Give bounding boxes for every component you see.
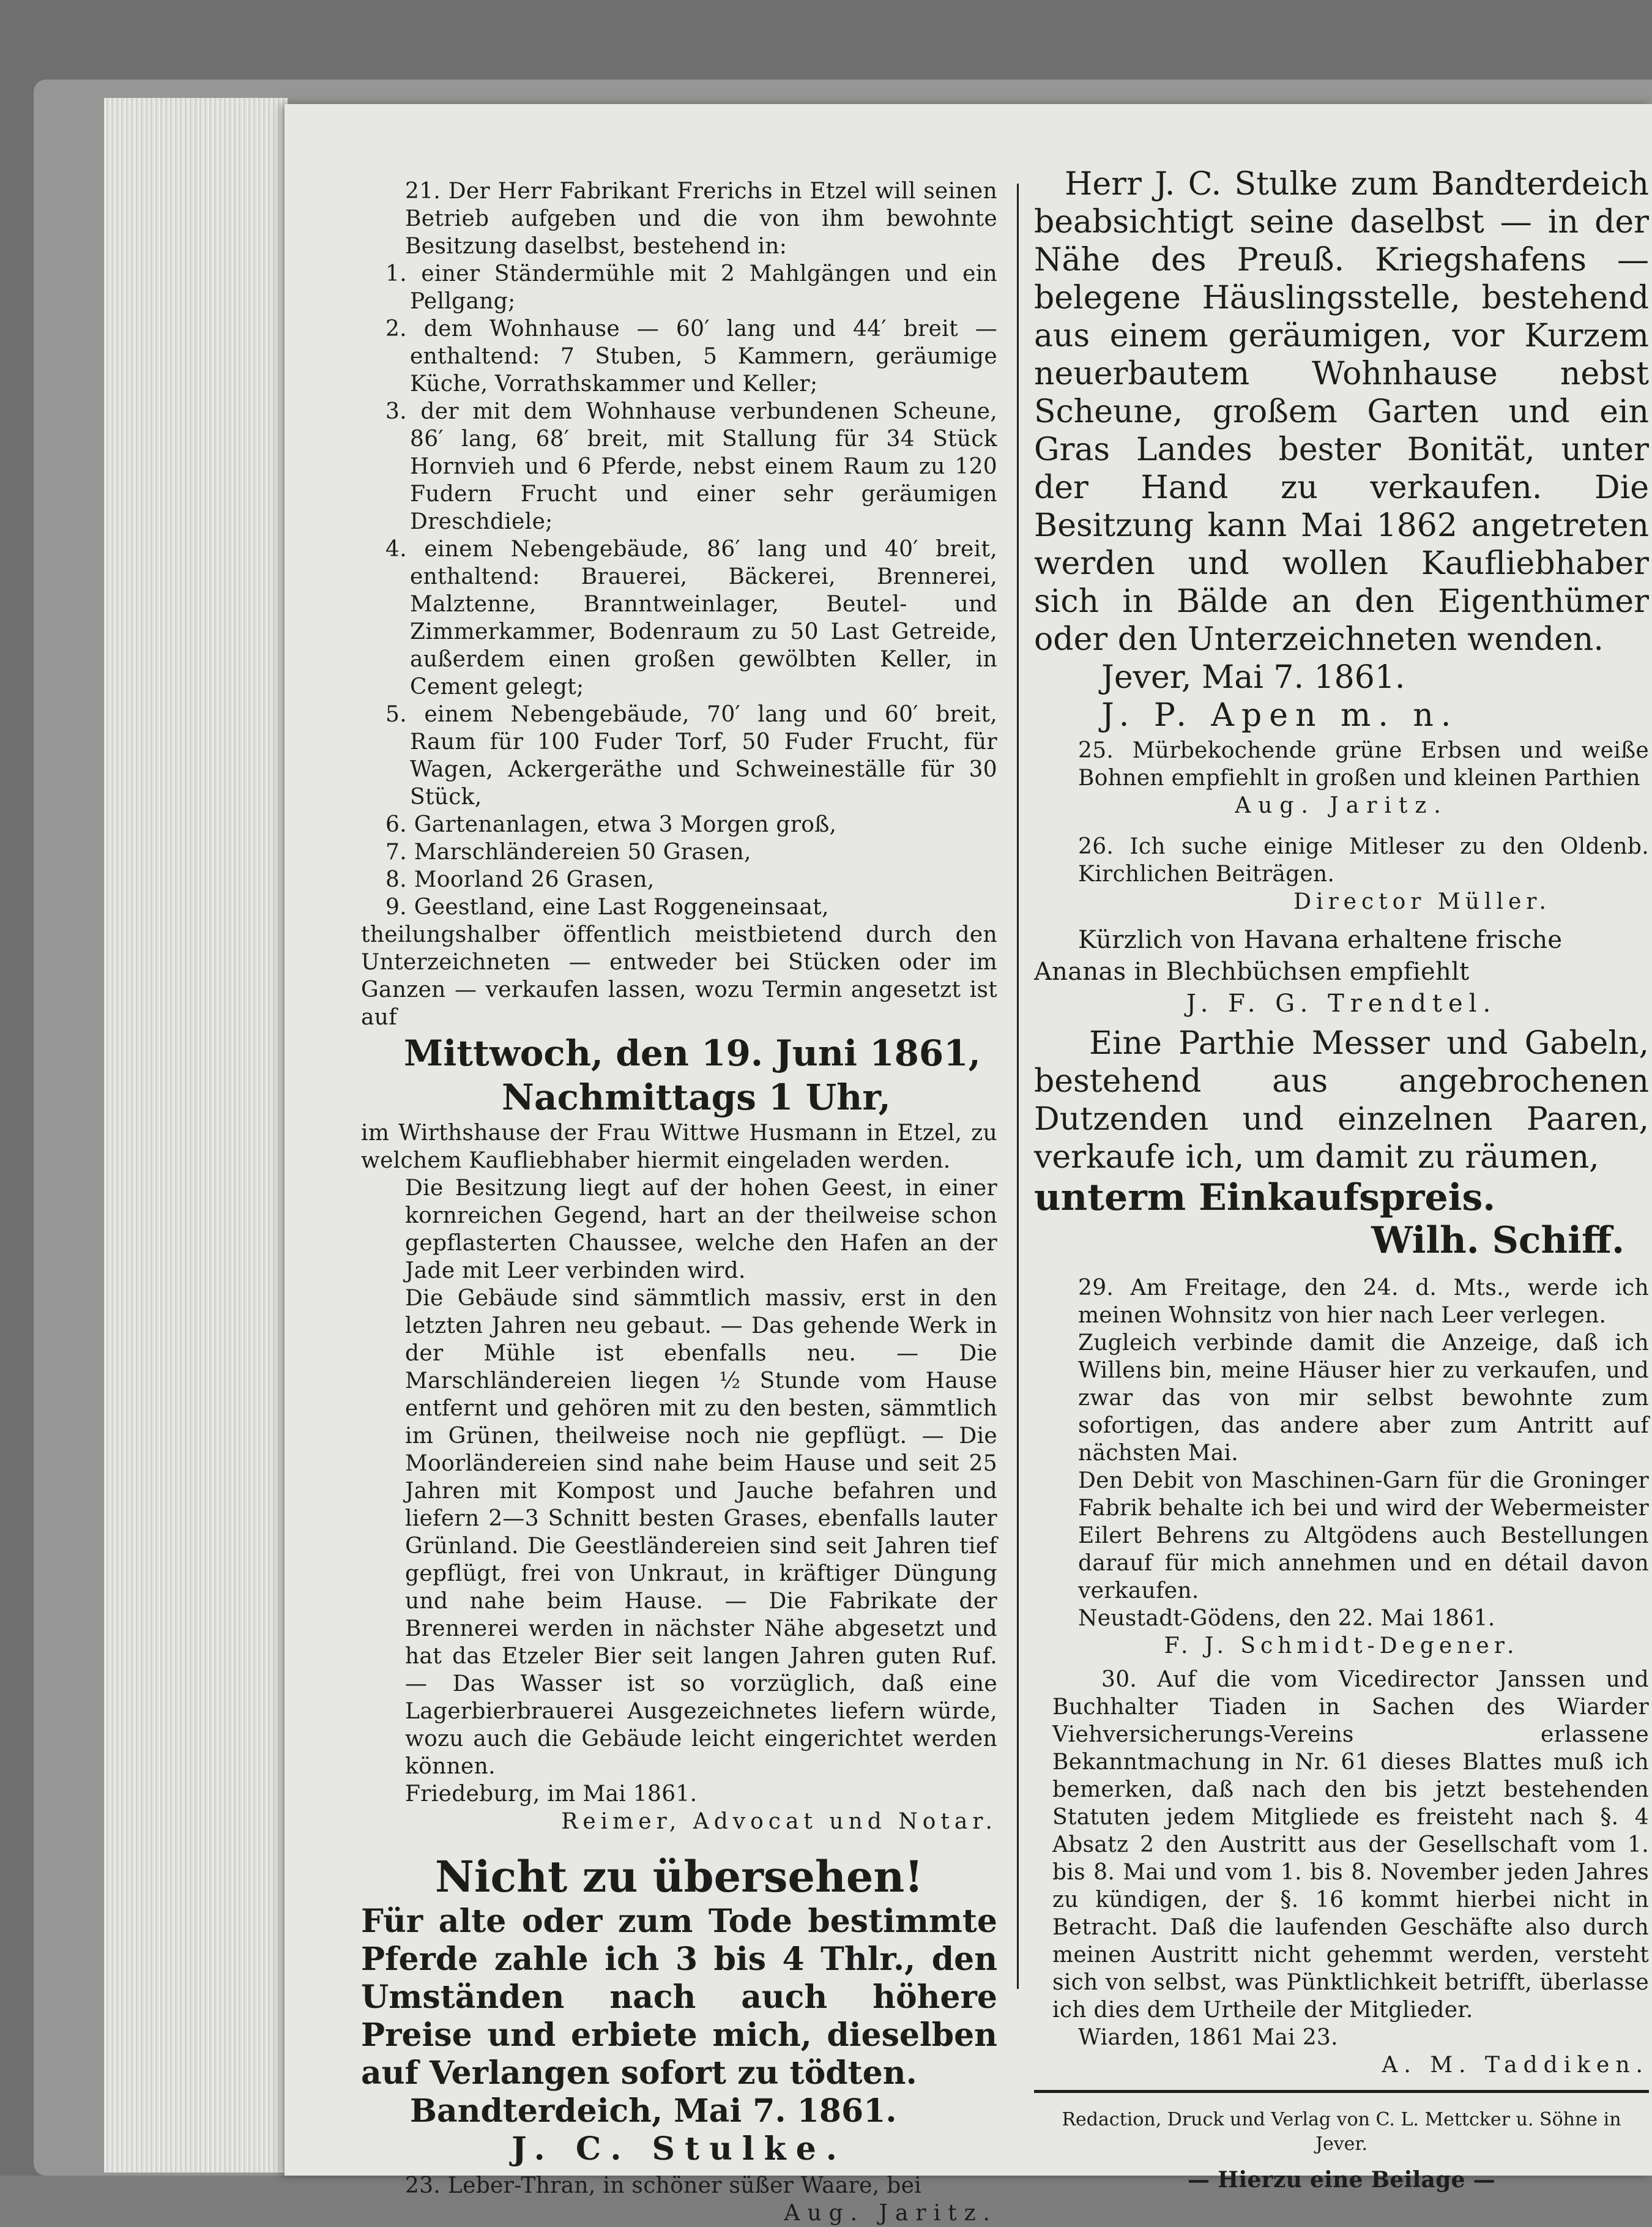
page-edges — [104, 98, 288, 2173]
ad-29-signature: F. J. Schmidt-Degener. — [1164, 1633, 1519, 1658]
ad-29-place: Neustadt-Gödens, den 22. Mai 1861. — [1078, 1606, 1495, 1631]
ad-21-place: Friedeburg, im Mai 1861. — [405, 1781, 698, 1807]
ad-21-location: Die Besitzung liegt auf der hohen Geest, in einer kornreichen Gegend, hart an der theilweise schon gepflasterten Chaussee, welche den Hafen an der Jade mit Leer verbinden wird. — [405, 1176, 997, 1283]
ad-24-signature: J. P. Apen m. n. — [1101, 697, 1459, 734]
auction-time: Nachmittags 1 Uhr, — [502, 1076, 891, 1118]
ad-28-price: unterm Einkaufspreis. — [1034, 1176, 1496, 1219]
ad-24-place: Jever, Mai 7. 1861. — [1101, 659, 1405, 696]
ad-27-signature: J. F. G. Trendtel. — [1186, 990, 1497, 1018]
ad-26-body: 26. Ich suche einige Mitleser zu den Oldenb. Kirchlichen Beiträgen. — [1078, 834, 1649, 887]
right-column — [1034, 165, 1649, 2194]
ad-25-signature: Aug. Jaritz. — [1235, 793, 1448, 818]
list-item: 2. dem Wohnhause — 60′ lang und 44′ breit — enthaltend: 7 Stuben, 5 Kammern, geräumige Küche, Vorrathskammer und Keller; — [385, 316, 997, 397]
ad-23-signature: Aug. Jaritz. — [784, 2201, 997, 2226]
list-item: 4. einem Nebengebäude, 86′ lang und 40′ breit, enthaltend: Brauerei, Bäckerei, Brennerei, Malztenne, Branntweinlager, Beutel- und Zimmerkammer, Bodenraum zu 50 Last Getreide, außerdem einen großen gewölbten Keller, in Cement gelegt; — [385, 537, 997, 699]
supplement-note: — Hierzu eine Beilage — — [1188, 2167, 1495, 2193]
ad-23-body: 23. Leber-Thran, in schöner süßer Waare, bei — [405, 2173, 921, 2198]
ad-28-signature: Wilh. Schiff. — [1371, 1219, 1624, 1262]
left-column — [361, 177, 997, 2227]
ad-25-body: 25. Mürbekochende grüne Erbsen und weiße Bohnen empfiehlt in großen und kleinen Parthien — [1078, 738, 1649, 791]
ad-28-body: Eine Parthie Messer und Gabeln, bestehend aus angebrochenen Dutzenden und einzelnen Paaren, verkaufe ich, um damit zu räumen, — [1034, 1025, 1649, 1176]
ad-22-headline: Nicht zu übersehen! — [434, 1851, 924, 1902]
ad-22-place: Bandterdeich, Mai 7. 1861. — [410, 2092, 897, 2130]
ad-26-signature: Director Müller. — [1293, 889, 1551, 914]
ad-30-body: 30. Auf die vom Vicedirector Janssen und Buchhalter Tiaden in Sachen des Wiarder Viehversicherungs-Vereins erlassene Bekanntmachung in Nr. 61 dieses Blattes muß ich bemerken, daß nach den bis jetzt bestehenden Statuten jedem Mitgliede es freisteht nach §. 4 Absatz 2 den Austritt aus der Gesellschaft vom 1. bis 8. Mai und vom 1. bis 8. November jeden Jahres zu kündigen, der §. 16 kommt hierbei nicht in Betracht. Daß die laufenden Geschäfte also durch meinen Austritt nicht gehemmt werden, versteht sich von selbst, was Pünktlichkeit betrifft, überlasse ich dies dem Urtheile der Mitglieder. — [1052, 1667, 1649, 2023]
ad-27-line2: Ananas in Blechbüchsen empfiehlt — [1034, 958, 1470, 986]
ad-21-body: theilungshalber öffentlich meistbietend durch den Unterzeichneten — entweder bei Stücken oder im Ganzen — verkaufen lassen, wozu Termin angesetzt ist auf — [361, 922, 997, 1030]
property-list — [361, 260, 997, 921]
ad-30 — [1034, 1666, 1649, 2079]
list-item: 1. einer Ständermühle mit 2 Mahlgängen und ein Pellgang; — [385, 261, 997, 314]
auction-date: Mittwoch, den 19. Juni 1861, — [404, 1032, 981, 1074]
ad-22 — [361, 1851, 997, 2168]
ad-25 — [1034, 737, 1649, 819]
ad-27 — [1034, 924, 1649, 1020]
imprint: Redaction, Druck und Verlag von C. L. Mettcker u. Söhne in Jever. — [1062, 2109, 1621, 2155]
ad-26 — [1034, 833, 1649, 916]
list-item: 5. einem Nebengebäude, 70′ lang und 60′ breit, Raum für 100 Fuder Torf, 50 Fuder Frucht, für Wagen, Ackergeräthe und Schweineställe für 30 Stück, — [385, 702, 997, 810]
ad-30-signature: A. M. Taddiken. — [1382, 2053, 1649, 2078]
ad-29-p1: 29. Am Freitage, den 24. d. Mts., werde ich meinen Wohnsitz von hier nach Leer verlegen. — [1078, 1275, 1649, 1328]
ad-29-p2: Zugleich verbinde damit die Anzeige, daß ich Willens bin, meine Häuser hier zu verkaufen, und zwar das von mir selbst bewohnte zum sofortigen, das andere aber zum Antritt auf nächsten Mai. — [1078, 1330, 1649, 1466]
ad-24-body: Herr J. C. Stulke zum Bandterdeich beabsichtigt seine daselbst — in der Nähe des Preuß. Kriegshafens — belegene Häuslingsstelle, bestehend aus einem geräumigen, vor Kurzem neuerbautem Wohnhause nebst Scheune, großem Garten und ein Gras Landes bester Bonität, unter der Hand zu verkaufen. Die Besitzung kann Mai 1862 angetreten werden und wollen Kaufliebhaber sich in Bälde an den Eigenthümer oder den Unterzeichneten wenden. — [1034, 166, 1649, 658]
ad-27-line1: Kürzlich von Havana erhaltene frische — [1078, 926, 1563, 954]
ad-28 — [1034, 1024, 1649, 1262]
ad-24 — [1034, 165, 1649, 734]
list-item: 3. der mit dem Wohnhause verbundenen Scheune, 86′ lang, 68′ breit, mit Stallung für 34 Stück Hornvieh und 6 Pferde, nebst einem Raum zu 120 Fudern Frucht und einer sehr geräumigen Dreschdiele; — [385, 399, 997, 534]
ad-21-details: Die Gebäude sind sämmtlich massiv, erst in den letzten Jahren neu gebaut. — Das gehende Werk in der Mühle ist ebenfalls neu. — Die Marschländereien liegen ½ Stunde vom Hause entfernt und gehören mit zu den besten, sämmtlich im Grünen, theilweise noch nie gepflügt. — Die Moorländereien sind nahe beim Hause und seit 25 Jahren mit Kompost und Jauche befahren und liefern 2—3 Schnitt besten Grases, ebenfalls lauter Grünland. Die Geestländereien sind seit Jahren tief gepflügt, frei von Unkraut, in kräftiger Düngung und nahe beim Hause. — Die Fabrikate der Brennerei werden in nächster Nähe abgesetzt und hat das Etzeler Bier seit langen Jahren guten Ruf. — Das Wasser ist so vorzüglich, daß eine Lagerbierbrauerei Ausgezeichnetes liefern würde, wozu auch die Gebäude leicht eingerichtet werden können. — [405, 1286, 997, 1779]
ad-29 — [1034, 1274, 1649, 1660]
list-item: 9. Geestland, eine Last Roggeneinsaat, — [385, 895, 829, 920]
ad-21-venue: im Wirthshause der Frau Wittwe Husmann in Etzel, zu welchem Kaufliebhaber hiermit eingeladen werden. — [361, 1121, 997, 1173]
end-rule — [1034, 2090, 1649, 2093]
ad-21-signature: Reimer, Advocat und Notar. — [561, 1809, 997, 1834]
ad-29-p3: Den Debit von Maschinen-Garn für die Groninger Fabrik behalte ich bei und wird der Webermeister Eilert Behrens zu Altgödens auch Bestellungen darauf für mich annehmen und en détail davon verkaufen. — [1078, 1468, 1649, 1603]
ad-22-signature: J. C. Stulke. — [512, 2130, 847, 2168]
list-item: 8. Moorland 26 Grasen, — [385, 867, 655, 892]
ad-23 — [361, 2172, 997, 2227]
ad-30-place: Wiarden, 1861 Mai 23. — [1078, 2025, 1338, 2050]
ad-22-body: Für alte oder zum Tode bestimmte Pferde zahle ich 3 bis 4 Thlr., den Umständen nach auch höhere Preise und erbiete mich, dieselben auf Verlangen sofort zu tödten. — [361, 1903, 997, 2092]
list-item: 6. Gartenanlagen, etwa 3 Morgen groß, — [385, 812, 837, 837]
column-rule — [1017, 184, 1019, 1989]
ad-21 — [361, 177, 997, 1835]
list-item: 7. Marschländereien 50 Grasen, — [385, 840, 751, 865]
ad-21-intro: 21. Der Herr Fabrikant Frerichs in Etzel will seinen Betrieb aufgeben und die von ihm bewohnte Besitzung daselbst, bestehend in: — [405, 179, 997, 259]
